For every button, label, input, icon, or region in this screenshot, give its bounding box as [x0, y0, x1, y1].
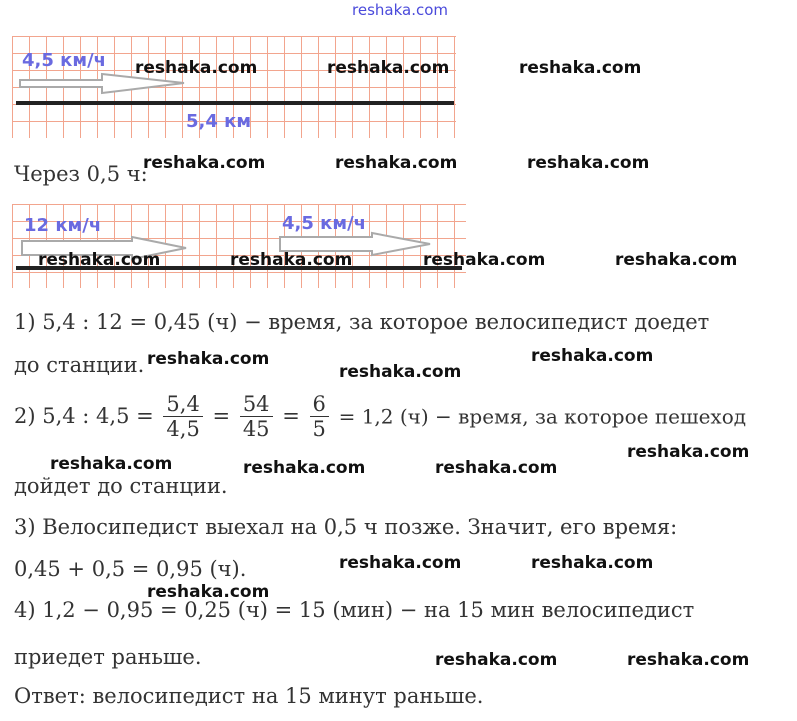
watermark: reshaka.com	[143, 153, 266, 173]
fraction-numerator: 6	[310, 392, 329, 417]
step3-line2: 0,45 + 0,5 = 0,95 (ч).	[14, 557, 247, 581]
step2-fraction-3	[310, 392, 329, 441]
step1-line2: до станции.	[14, 353, 145, 377]
watermark-top[interactable]: reshaka.com	[352, 1, 448, 19]
step3-line1: 3) Велосипедист выехал на 0,5 ч позже. Значит, его время:	[14, 515, 678, 539]
diagram2-pedestrian-label: 4,5 км/ч	[282, 213, 367, 234]
watermark: reshaka.com	[527, 153, 650, 173]
watermark: reshaka.com	[423, 250, 546, 270]
fraction-numerator: 54	[240, 392, 273, 417]
step4-line1: 4) 1,2 − 0,95 = 0,25 (ч) = 15 (мин) − на 15 мин велосипедист	[14, 598, 695, 622]
watermark: reshaka.com	[327, 58, 450, 78]
equals-sign: =	[282, 404, 300, 429]
answer: Ответ: велосипедист на 15 минут раньше.	[14, 684, 484, 708]
diagram1-distance-label: 5,4 км	[186, 111, 252, 132]
watermark: reshaka.com	[615, 250, 738, 270]
diagram2-cyclist-label: 12 км/ч	[24, 215, 102, 236]
watermark: reshaka.com	[50, 454, 173, 474]
watermark: reshaka.com	[135, 58, 258, 78]
step2-suffix: = 1,2 (ч) − время, за которое пешеход	[338, 404, 747, 429]
watermark: reshaka.com	[243, 458, 366, 478]
watermark: reshaka.com	[339, 553, 462, 573]
step2-fraction-2	[240, 392, 273, 441]
watermark: reshaka.com	[38, 250, 161, 270]
step1-line1: 1) 5,4 : 12 = 0,45 (ч) − время, за которое велосипедист доедет	[14, 310, 710, 334]
watermark: reshaka.com	[335, 153, 458, 173]
step2-line2: дойдет до станции.	[14, 474, 228, 498]
step4-line2: приедет раньше.	[14, 645, 202, 669]
step2-prefix: 2) 5,4 : 4,5 =	[14, 404, 154, 429]
watermark: reshaka.com	[435, 650, 558, 670]
fraction-numerator: 5,4	[163, 392, 202, 417]
equals-sign: =	[212, 404, 231, 429]
watermark: reshaka.com	[230, 250, 353, 270]
fraction-denominator: 4,5	[166, 417, 200, 442]
watermark: reshaka.com	[627, 650, 750, 670]
watermark: reshaka.com	[531, 553, 654, 573]
watermark: reshaka.com	[531, 346, 654, 366]
watermark: reshaka.com	[339, 362, 462, 382]
diagram1-speed-label: 4,5 км/ч	[22, 50, 107, 71]
watermark: reshaka.com	[147, 349, 270, 369]
fraction-denominator: 5	[312, 417, 326, 442]
step2-fraction-1	[163, 392, 202, 441]
watermark: reshaka.com	[147, 582, 270, 602]
watermark: reshaka.com	[519, 58, 642, 78]
after-text: Через 0,5 ч:	[14, 162, 148, 186]
watermark: reshaka.com	[627, 442, 750, 462]
watermark: reshaka.com	[435, 458, 558, 478]
fraction-denominator: 45	[242, 417, 270, 442]
step2-line1	[14, 392, 746, 441]
